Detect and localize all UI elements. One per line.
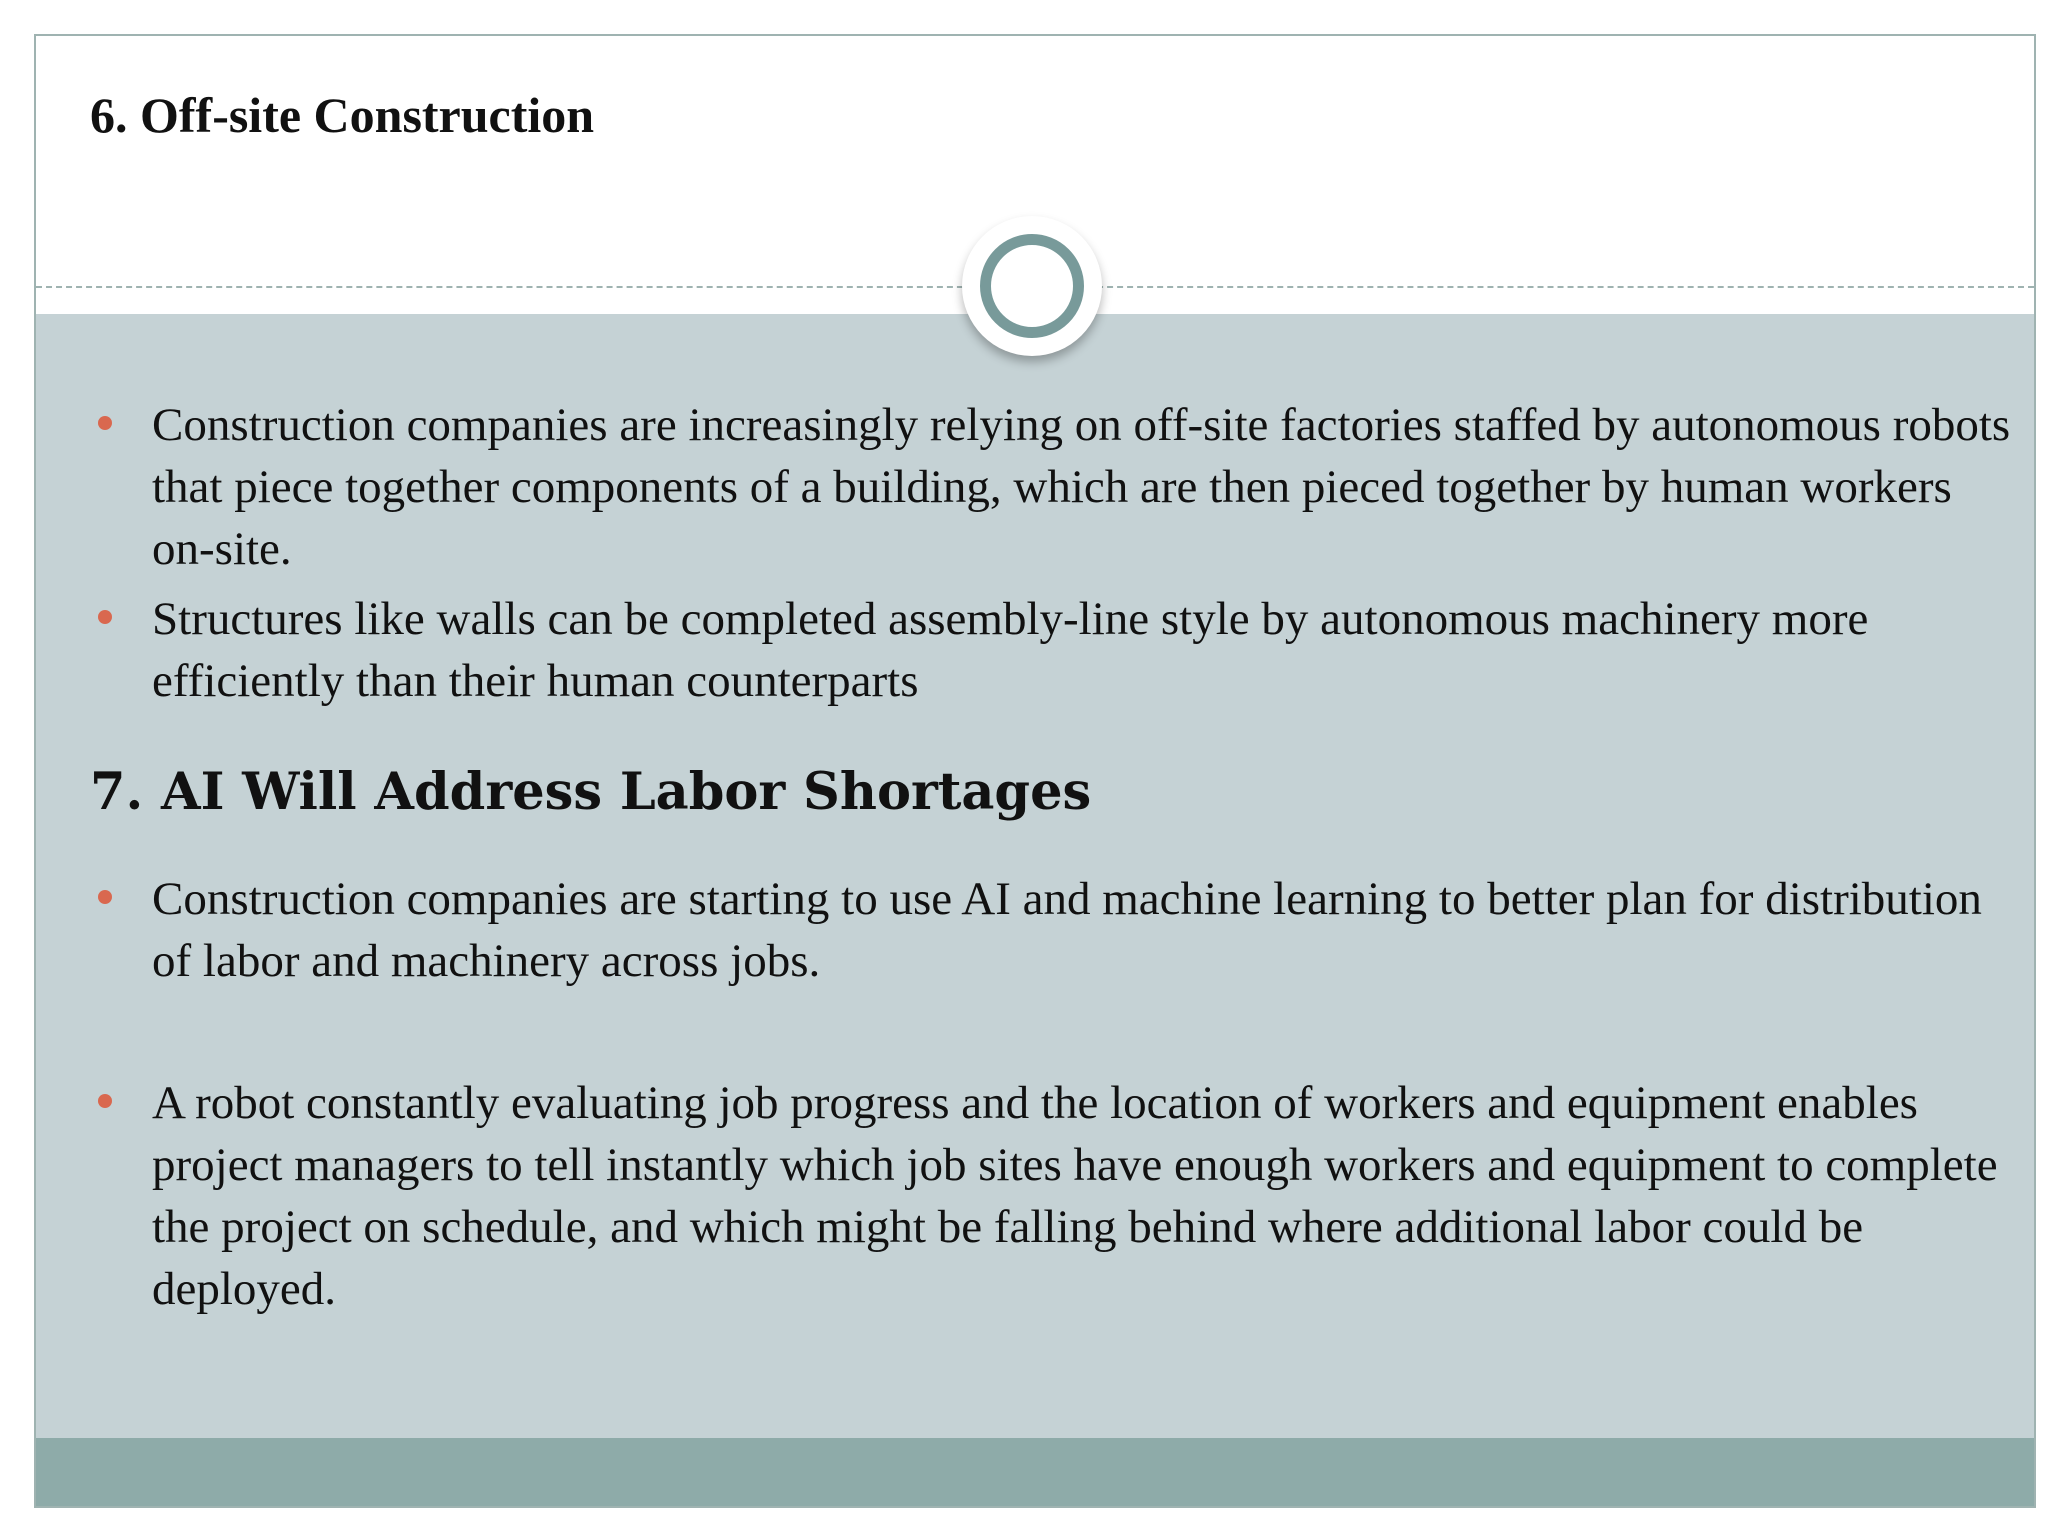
footer-band [36, 1438, 2034, 1508]
bullet-dot-icon [98, 890, 112, 904]
content-area [36, 314, 2034, 1438]
slide [34, 34, 2036, 1508]
bullet-text: A robot constantly evaluating job progress and the location of workers and equipment enables project managers to tell instantly which job sites have enough workers and equipment to complete the project on schedule, and which might be falling behind where additional labor could be deployed. [152, 1077, 1998, 1315]
section-heading: 7. AI Will Address Labor Shortages [90, 762, 1092, 822]
bullet-item [152, 1072, 2012, 1320]
bullet-item [152, 394, 2012, 580]
ring-inner [980, 234, 1084, 338]
bullet-dot-icon [98, 610, 112, 624]
bullet-dot-icon [98, 416, 112, 430]
slide-title: 6. Off-site Construction [90, 87, 595, 143]
bullet-text: Structures like walls can be completed assembly-line style by autonomous machinery more efficiently than their human counterparts [152, 593, 1869, 707]
bullet-item [152, 588, 2012, 712]
bullet-dot-icon [98, 1094, 112, 1108]
bullet-item [152, 868, 2012, 992]
bullet-text: Construction companies are increasingly relying on off-site factories staffed by autonomous robots that piece together components of a building, which are then pieced together by human workers on-site. [152, 399, 2011, 575]
decorative-ring-icon [962, 216, 1102, 356]
bullet-text: Construction companies are starting to use AI and machine learning to better plan for distribution of labor and machinery across jobs. [152, 873, 1982, 987]
